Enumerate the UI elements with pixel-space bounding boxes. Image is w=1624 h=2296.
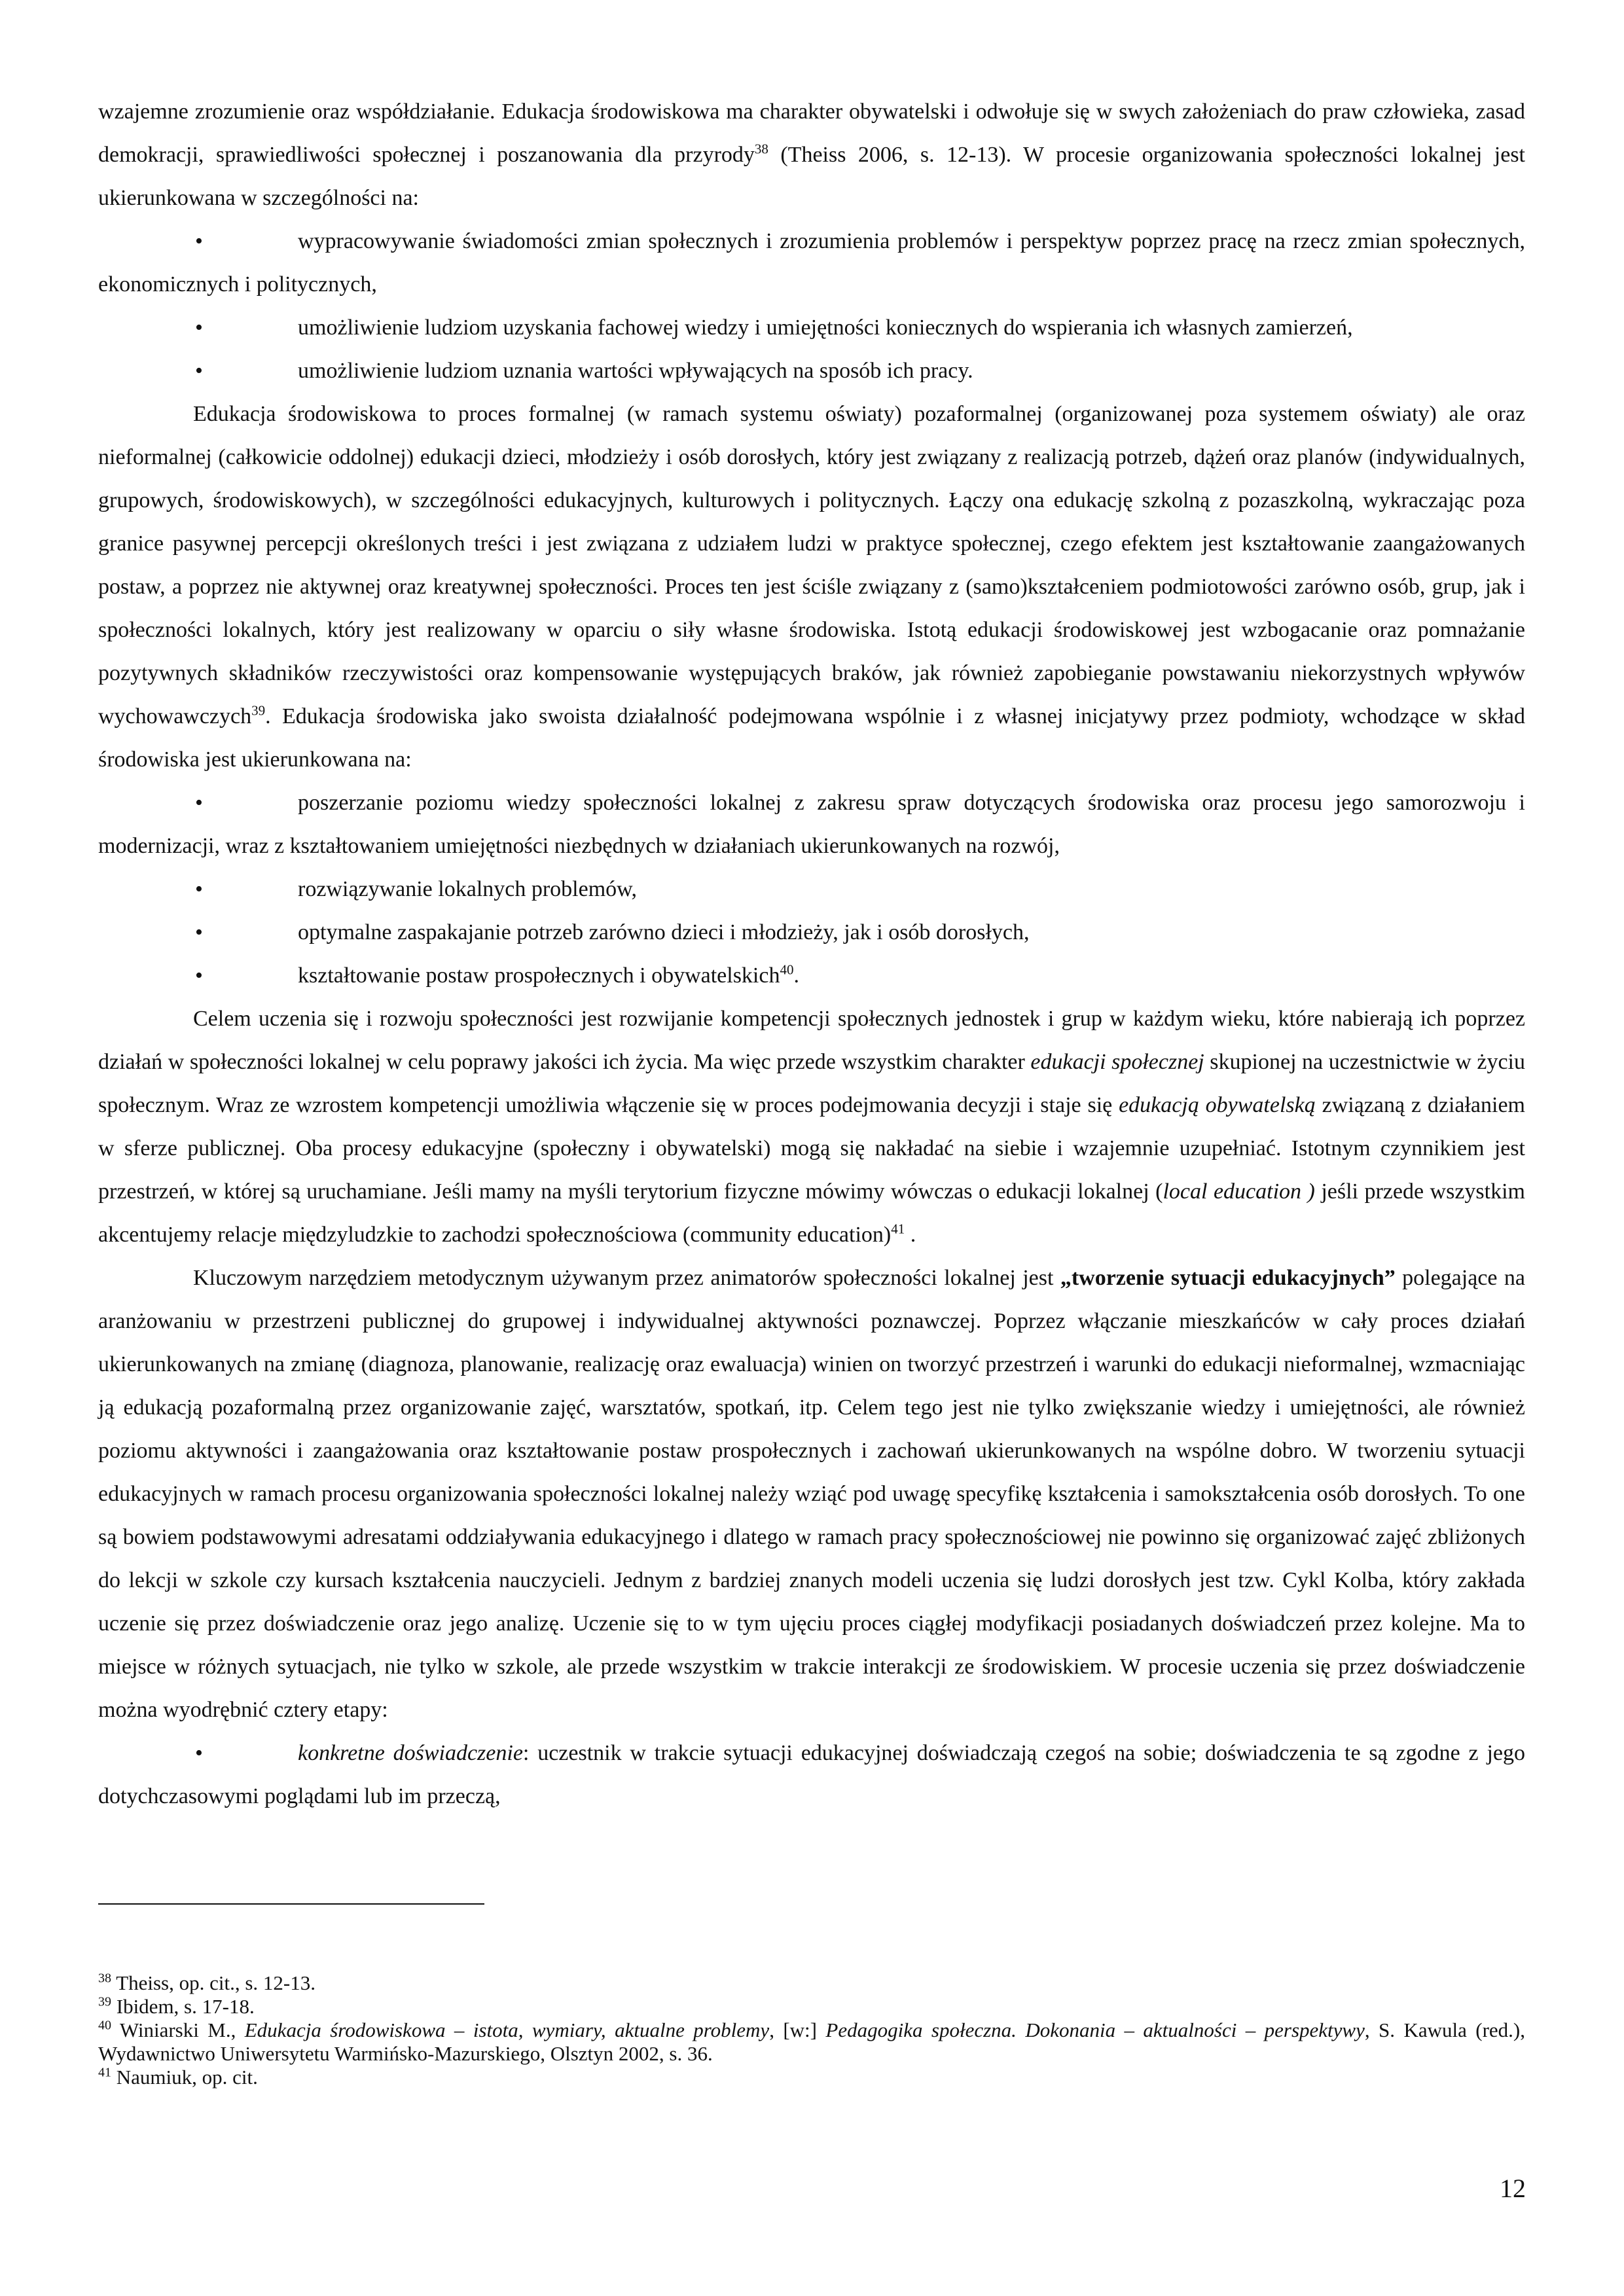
paragraph-text: . bbox=[905, 1223, 916, 1247]
bullet-icon: • bbox=[195, 315, 203, 340]
page-number: 12 bbox=[1500, 2174, 1526, 2203]
list-item bbox=[98, 1732, 1525, 1818]
list-item-text: poszerzanie poziomu wiedzy społeczności lokalnej z zakresu spraw dotyczących środowiska oraz procesu jego samorozwoju i modernizacji, wraz z kształtowaniem umiejętności niezbędnych w działaniach ukierunkowanych na rozwój, bbox=[98, 791, 1525, 858]
list-item-text: rozwiązywanie lokalnych problemów, bbox=[298, 877, 638, 901]
list-item-text: umożliwienie ludziom uzyskania fachowej wiedzy i umiejętności koniecznych do wspierania ich własnych zamierzeń, bbox=[298, 315, 1353, 340]
paragraph-text: związaną z działaniem w sferze publicznej. Oba procesy edukacyjne (społeczny i obywatelski) mogą się nakładać na siebie i wzajemnie uzupełniać. Istotnym czynnikiem jest przestrzeń, w której są uruchamiane. Jeśli mamy na myśli terytorium fizyczne mówimy wówczas o edukacji lokalnej ( bbox=[98, 1093, 1526, 1204]
list-item bbox=[98, 868, 1525, 911]
paragraph-text: . Edukacja środowiska jako swoista działalność podejmowana wspólnie i z własnej inicjatywy przez podmioty, wchodzące w skład środowiska jest ukierunkowana na: bbox=[98, 704, 1525, 772]
paragraph-text: jeśli przede wszystkim akcentujemy relacje międzyludzkie to zachodzi społecznościowa (community education) bbox=[98, 1179, 1526, 1247]
footnote-39 bbox=[98, 1995, 1525, 2018]
paragraph-1 bbox=[98, 90, 1525, 220]
footnote-41 bbox=[98, 2066, 1525, 2089]
list-item-text: wypracowywanie świadomości zmian społecznych i zrozumienia problemów i perspektyw poprzez pracę na rzecz zmian społecznych, ekonomicznych i politycznych, bbox=[98, 229, 1525, 296]
list-item bbox=[98, 306, 1525, 350]
footnote-number: 38 bbox=[98, 1971, 111, 1986]
list-item-text: : uczestnik w trakcie sytuacji edukacyjnej doświadczają czegoś na sobie; doświadczenia te są zgodne z jego dotychczasowymi poglądami lub im przeczą, bbox=[98, 1741, 1525, 1808]
footnote-number: 40 bbox=[98, 2018, 111, 2033]
bullet-icon: • bbox=[195, 1741, 203, 1765]
footnote-40 bbox=[98, 2018, 1525, 2066]
list-item-text: umożliwienie ludziom uznania wartości wpływających na sposób ich pracy. bbox=[298, 359, 973, 383]
bold-text: „tworzenie sytuacji edukacyjnych” bbox=[1060, 1266, 1396, 1290]
list-item bbox=[98, 220, 1525, 306]
footnote-title: Edukacja środowiskowa – istota, wymiary, aktualne problemy bbox=[244, 2018, 770, 2041]
footnote-text: , [w:] bbox=[769, 2018, 826, 2041]
bullet-icon: • bbox=[195, 920, 203, 944]
footnote-ref-39[interactable]: 39 bbox=[251, 702, 266, 719]
paragraph-2 bbox=[98, 393, 1525, 781]
bullet-icon: • bbox=[195, 791, 203, 815]
list-item bbox=[98, 350, 1525, 393]
paragraph-3 bbox=[98, 997, 1525, 1257]
paragraph-text: Celem uczenia się i rozwoju społeczności jest rozwijanie kompetencji społecznych jednostek i grup w każdym wieku, które nabierają ich poprzez działań w społeczności lokalnej w celu poprawy jakości ich życia. Ma więc przede wszystkim charakter bbox=[98, 1007, 1525, 1074]
bullet-icon: • bbox=[195, 359, 203, 383]
footnote-ref-40[interactable]: 40 bbox=[780, 961, 794, 978]
emphasis-text: edukacji społecznej bbox=[1030, 1050, 1204, 1074]
paragraph-text: polegające na aranżowaniu w przestrzeni publicznej do grupowej i indywidualnej aktywności poznawczej. Poprzez włączanie mieszkańców w cały proces działań ukierunkowanych na zmianę (diagnoza, planowanie, realizację oraz ewaluacja) winien on tworzyć przestrzeń i warunki do edukacji nieformalnej, wzmacniając ją edukacją pozaformalną przez organizowanie zajęć, warsztatów, spotkań, itp. Celem tego jest nie tylko zwiększanie wiedzy i umiejętności, ale również poziomu aktywności i zaangażowania oraz kształtowanie postaw prospołecznych i zachowań ukierunkowanych na wspólne dobro. W tworzeniu sytuacji edukacyjnych w ramach procesu organizowania społeczności lokalnej należy wziąć pod uwagę specyfikę kształcenia i samokształcenia osób dorosłych. To one są bowiem podstawowymi adresatami oddziaływania edukacyjnego i dlatego w ramach pracy społecznościowej nie powinno się organizować zajęć zbliżonych do lekcji w szkole czy kursach kształcenia nauczycieli. Jednym z bardziej znanych modeli uczenia się ludzi dorosłych jest tzw. Cykl Kolba, który zakłada uczenie się przez doświadczenie oraz jego analizę. Uczenie się to w tym ujęciu proces ciągłej modyfikacji posiadanych doświadczeń przez kolejne. Ma to miejsce w różnych sytuacjach, nie tylko w szkole, ale przede wszystkim w trakcie interakcji ze środowiskiem. W procesie uczenia się przez doświadczenie można wyodrębnić cztery etapy: bbox=[98, 1266, 1526, 1722]
footnote-text: Winiarski M., bbox=[111, 2018, 245, 2041]
paragraph-text: wzajemne zrozumienie oraz współdziałanie. Edukacja środowiskowa ma charakter obywatelski i odwołuje się w swych założeniach do praw człowieka, zasad demokracji, sprawiedliwości społecznej i poszanowania dla przyrody bbox=[98, 99, 1525, 167]
paragraph-text: (Theiss 2006, s. 12-13). W procesie organizowania społeczności lokalnej jest ukierunkowana w szczególności na: bbox=[98, 143, 1526, 210]
emphasis-text: edukacją obywatelską bbox=[1119, 1093, 1316, 1117]
footnotes bbox=[98, 1971, 1525, 2089]
footnote-separator bbox=[98, 1903, 484, 1905]
list-item bbox=[98, 781, 1525, 868]
body-text bbox=[98, 90, 1525, 1818]
footnote-text: Ibidem, s. 17-18. bbox=[111, 1995, 255, 2018]
footnote-text: , S. Kawula (red.), Wydawnictwo Uniwersytetu Warmińsko-Mazurskiego, Olsztyn 2002, s. 36. bbox=[98, 2018, 1525, 2065]
footnote-ref-38[interactable]: 38 bbox=[754, 141, 768, 157]
paragraph-4 bbox=[98, 1257, 1525, 1732]
paragraph-text: skupionej na uczestnictwie w życiu społecznym. Wraz ze wzrostem kompetencji umożliwia włączenie się w proces podejmowania decyzji i staje się bbox=[98, 1050, 1526, 1117]
footnote-text: Theiss, op. cit., s. 12-13. bbox=[111, 1971, 316, 1994]
list-item bbox=[98, 911, 1525, 954]
footnote-number: 39 bbox=[98, 1994, 111, 2009]
emphasis-text: local education ) bbox=[1163, 1179, 1315, 1204]
paragraph-text: Edukacja środowiskowa to proces formalnej (w ramach systemu oświaty) pozaformalnej (organizowanej poza systemem oświaty) ale oraz nieformalnej (całkowicie oddolnej) edukacji dzieci, młodzieży i osób dorosłych, który jest związany z realizacją potrzeb, dążeń oraz planów (indywidualnych, grupowych, środowiskowych), w szczególności edukacyjnych, kulturowych i politycznych. Łączy ona edukację szkolną z pozaszkolną, wykraczając poza granice pasywnej percepcji określonych treści i jest związana z udziałem ludzi w praktyce społecznej, czego efektem jest kształtowanie zaangażowanych postaw, a poprzez nie aktywnej oraz kreatywnej społeczności. Proces ten jest ściśle związany z (samo)kształceniem podmiotowości zarówno osób, grup, jak i społeczności lokalnych, który jest realizowany w oparciu o siły własne środowiska. Istotą edukacji środowiskowej jest wzbogacanie oraz pomnażanie pozytywnych składników rzeczywistości oraz kompensowanie występujących braków, jak również zapobieganie powstawaniu niekorzystnych wpływów wychowawczych bbox=[98, 402, 1525, 728]
list-item bbox=[98, 954, 1525, 997]
footnote-text: Naumiuk, op. cit. bbox=[111, 2066, 258, 2089]
footnote-ref-41[interactable]: 41 bbox=[891, 1221, 905, 1237]
bullet-icon: • bbox=[195, 963, 203, 988]
bullet-icon: • bbox=[195, 229, 203, 253]
paragraph-text: Kluczowym narzędziem metodycznym używanym przez animatorów społeczności lokalnej jest bbox=[193, 1266, 1060, 1290]
list-item-text: optymalne zaspakajanie potrzeb zarówno dzieci i młodzieży, jak i osób dorosłych, bbox=[298, 920, 1030, 944]
list-item-text: . bbox=[793, 963, 799, 988]
list-item-text: kształtowanie postaw prospołecznych i obywatelskich bbox=[298, 963, 780, 988]
footnote-number: 41 bbox=[98, 2065, 111, 2080]
bullet-icon: • bbox=[195, 877, 203, 901]
emphasis-text: konkretne doświadczenie bbox=[298, 1741, 523, 1765]
footnote-38 bbox=[98, 1971, 1525, 1995]
footnote-title: Pedagogika społeczna. Dokonania – aktualności – perspektywy bbox=[825, 2018, 1365, 2041]
